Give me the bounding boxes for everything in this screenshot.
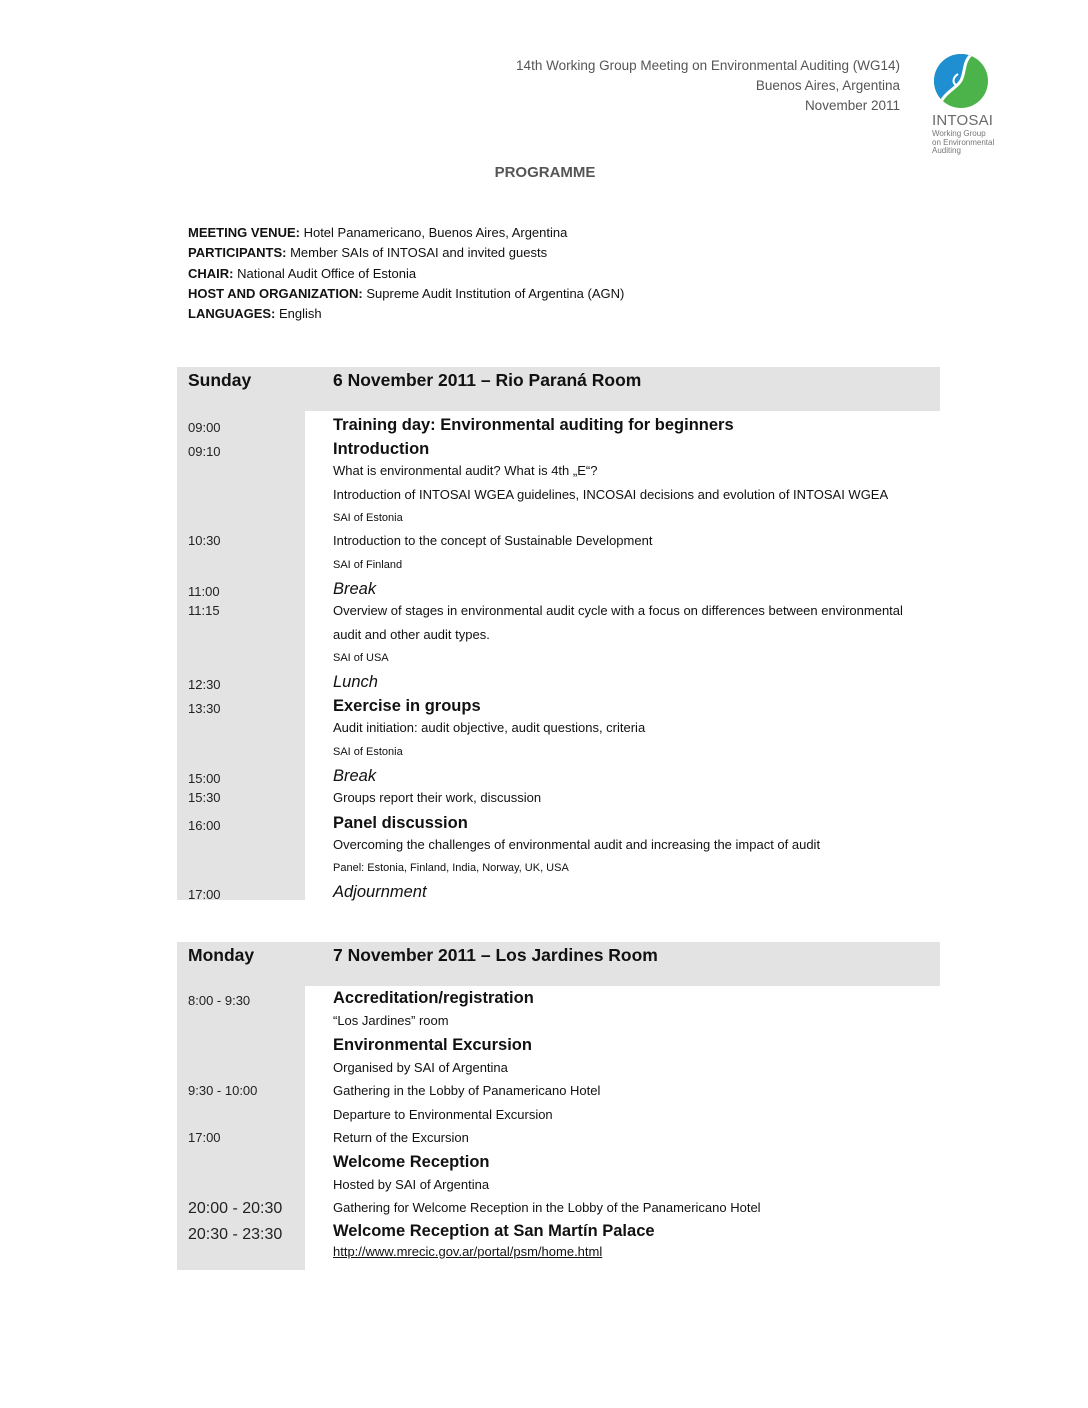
schedule-time: 8:00 - 9:30 — [188, 993, 251, 1008]
schedule-item: Groups report their work, discussion — [333, 790, 542, 805]
day-label: Sunday — [188, 370, 252, 390]
schedule-time: 09:10 — [188, 443, 221, 459]
schedule-item: Accreditation/registration — [333, 989, 534, 1007]
schedule-time: 09:00 — [188, 420, 221, 435]
schedule-item: Overview of stages in environmental audit cycle with a focus on differences between environmental — [333, 603, 903, 618]
schedule-item: SAI of USA — [333, 652, 389, 664]
day-label: Monday — [188, 945, 255, 965]
logo-sub-line: on Environmental — [932, 137, 995, 147]
meeting-info — [188, 223, 624, 324]
info-value: Hotel Panamericano, Buenos Aires, Argentina — [299, 225, 568, 240]
logo-sub-line: Working Group — [932, 129, 986, 138]
schedule-time: 20:00 - 20:30 — [188, 1199, 283, 1217]
schedule-item: Organised by SAI of Argentina — [333, 1059, 508, 1075]
schedule-time: 11:00 — [188, 583, 220, 599]
intosai-globe-icon — [932, 52, 990, 110]
schedule-item: Return of the Excursion — [333, 1129, 469, 1145]
schedule-item: Hosted by SAI of Argentina — [333, 1176, 490, 1192]
schedule-item: Environmental Excursion — [333, 1036, 532, 1054]
logo-sub-line: Auditing — [932, 146, 961, 155]
programme-title — [0, 164, 1088, 181]
info-value: English — [275, 306, 322, 322]
schedule-item: Adjournment — [333, 883, 427, 901]
info-label: HOST AND ORGANIZATION: — [188, 285, 363, 301]
schedule-item: Departure to Environmental Excursion — [333, 1106, 553, 1122]
schedule-item: SAI of Finland — [333, 558, 403, 571]
info-value: National Audit Office of Estonia — [233, 265, 417, 281]
sunday-schedule — [177, 367, 940, 902]
schedule-time: 17:00 — [188, 1129, 221, 1145]
schedule-time: 20:30 - 23:30 — [188, 1225, 283, 1243]
schedule-item: Lunch — [333, 673, 378, 691]
header-date: November 2011 — [804, 98, 900, 113]
info-line — [188, 304, 624, 324]
schedule-item: Audit initiation: audit objective, audit questions, criteria — [333, 720, 646, 735]
logo-name: INTOSAI — [932, 112, 994, 129]
info-label: LANGUAGES: — [188, 306, 276, 322]
schedule-time: 15:00 — [188, 770, 221, 786]
programme-title-text: PROGRAMME — [494, 164, 596, 181]
schedule-time: 9:30 - 10:00 — [188, 1083, 258, 1098]
schedule-time: 16:00 — [188, 817, 221, 833]
schedule-item: Panel: Estonia, Finland, India, Norway, UK, USA — [333, 862, 569, 874]
schedule-item: Overcoming the challenges of environmental audit and increasing the impact of audit — [333, 836, 821, 852]
info-line — [188, 223, 624, 243]
schedule-time: 15:30 — [188, 790, 221, 805]
logo-subtitle — [932, 130, 1002, 156]
info-value: Member SAIs of INTOSAI and invited guests — [286, 245, 548, 261]
info-line — [188, 243, 624, 263]
header-meeting-title: 14th Working Group Meeting on Environmental Auditing (WG14) — [516, 58, 900, 73]
schedule-item: SAI of Estonia — [333, 745, 403, 758]
schedule-item: audit and other audit types. — [333, 627, 490, 642]
schedule-item: Break — [333, 579, 377, 598]
info-label: CHAIR: — [188, 265, 234, 281]
intosai-logo — [932, 52, 1002, 156]
info-value: Supreme Audit Institution of Argentina (AGN) — [362, 285, 625, 301]
schedule-item: SAI of Estonia — [333, 512, 403, 524]
sunday-header — [177, 367, 940, 411]
schedule-item: Break — [333, 766, 377, 785]
schedule-item: Training day: Environmental auditing for beginners — [333, 416, 734, 434]
schedule-item: Introduction — [333, 439, 430, 458]
schedule-time: 13:30 — [188, 700, 221, 716]
schedule-item: Panel discussion — [333, 813, 468, 832]
document-header — [516, 56, 900, 116]
schedule-item: Exercise in groups — [333, 696, 481, 715]
schedule-time: 12:30 — [188, 677, 221, 692]
schedule-item: Welcome Reception at San Martín Palace — [333, 1221, 655, 1240]
schedule-link[interactable]: http://www.mrecic.gov.ar/portal/psm/home.html — [333, 1243, 603, 1259]
schedule-item: Introduction of INTOSAI WGEA guidelines, INCOSAI decisions and evolution of INTOSAI WGEA — [333, 486, 889, 502]
header-location: Buenos Aires, Argentina — [755, 78, 900, 93]
info-label: MEETING VENUE: — [188, 225, 300, 240]
schedule-time: 10:30 — [188, 533, 221, 548]
schedule-item: Gathering in the Lobby of Panamericano Hotel — [333, 1083, 601, 1098]
info-line — [188, 264, 624, 284]
schedule-time: 11:15 — [188, 603, 220, 618]
schedule-item: Gathering for Welcome Reception in the Lobby of the Panamericano Hotel — [333, 1199, 761, 1215]
monday-schedule — [177, 942, 940, 1259]
info-line — [188, 284, 624, 304]
schedule-item: Welcome Reception — [333, 1153, 490, 1171]
schedule-item: “Los Jardines” room — [333, 1013, 449, 1028]
date-label: 6 November 2011 – Rio Paraná Room — [333, 370, 642, 390]
date-label: 7 November 2011 – Los Jardines Room — [333, 945, 658, 965]
schedule-time: 17:00 — [188, 887, 221, 902]
schedule-item: What is environmental audit? What is 4th „E“? — [333, 463, 598, 478]
monday-header — [177, 942, 940, 986]
info-label: PARTICIPANTS: — [188, 245, 287, 261]
schedule-item: Introduction to the concept of Sustainable Development — [333, 533, 653, 548]
